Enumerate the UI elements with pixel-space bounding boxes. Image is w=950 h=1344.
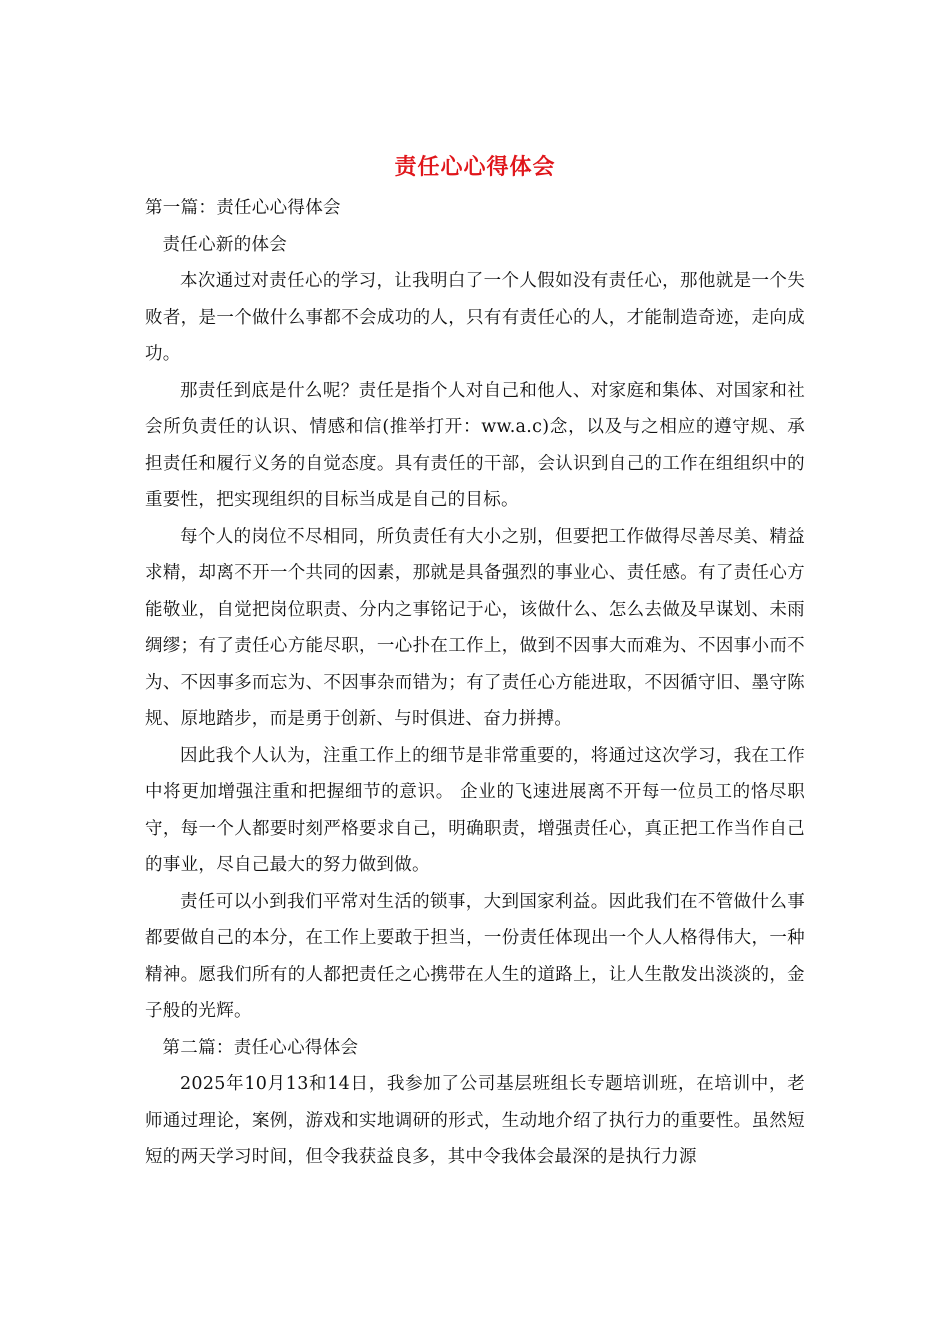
paragraph: 因此我个人认为，注重工作上的细节是非常重要的，将通过这次学习，我在工作中将更加增强注重和把握细节的意识。 企业的飞速进展离不开每一位员工的恪尽职守，每一个人都要时刻严格要求自己，明确职责，增强责任心，真正把工作当作自己的事业，尽自己最大的努力做到做。 — [145, 745, 805, 875]
paragraph: 2025年10月13和14日，我参加了公司基层班组长专题培训班，在培训中，老师通过理论，案例，游戏和实地调研的形式，生动地介绍了执行力的重要性。虽然短短的两天学习时间，但令我获益良多，其中令我体会最深的是执行力源 — [145, 1074, 805, 1167]
paragraph: 责任可以小到我们平常对生活的锁事，大到国家利益。因此我们在不管做什么事都要做自己的本分，在工作上要敢于担当，一份责任体现出一个人人格得伟大，一种精神。愿我们所有的人都把责任之心携带在人生的道路上，让人生散发出淡淡的，金子般的光辉。 — [145, 891, 805, 1021]
paragraph: 每个人的岗位不尽相同，所负责任有大小之别，但要把工作做得尽善尽美、精益求精，却离不开一个共同的因素，那就是具备强烈的事业心、责任感。有了责任心方能敬业，自觉把岗位职责、分内之事铭记于心，该做什么、怎么去做及早谋划、未雨绸缪；有了责任心方能尽职，一心扑在工作上，做到不因事大而难为、不因事小而不为、不因事多而忘为、不因事杂而错为；有了责任心方能进取，不因循守旧、墨守陈规、原地踏步，而是勇于创新、与时俱进、奋力拼搏。 — [145, 526, 805, 729]
section-heading-1: 第一篇：责任心心得体会 — [145, 198, 341, 218]
paragraph: 本次通过对责任心的学习，让我明白了一个人假如没有责任心，那他就是一个失败者，是一个做什么事都不会成功的人，只有有责任心的人，才能制造奇迹，走向成功。 — [145, 271, 805, 364]
section-heading-2: 第二篇：责任心心得体会 — [162, 1037, 359, 1058]
document-title: 责任心心得体会 — [394, 154, 556, 180]
paragraph: 那责任到底是什么呢？责任是指个人对自己和他人、对家庭和集体、对国家和社会所负责任的认识、情感和信(推举打开：ww.a.c)念，以及与之相应的遵守规、承担责任和履行义务的自觉态度。具有责任的干部，会认识到自己的工作在组组织中的重要性，把实现组织的目标当成是自己的目标。 — [145, 380, 805, 510]
subheading: 责任心新的体会 — [162, 234, 288, 255]
document-page — [145, 150, 805, 1176]
